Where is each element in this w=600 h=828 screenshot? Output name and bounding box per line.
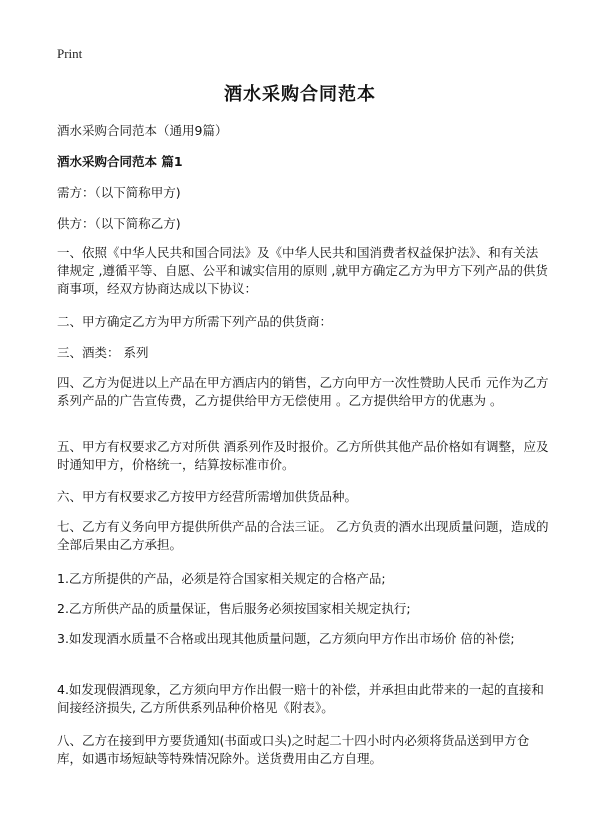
paragraph-clause-5: 五、甲方有权要求乙方对所供 酒系列作及时报价。乙方所供其他产品价格如有调整，应及时通知甲方，价格统一，结算按标准市价。: [57, 439, 549, 472]
paragraph-clause-3: 三、酒类： 系列: [57, 345, 149, 360]
document-subtitle: 酒水采购合同范本（通用9篇）: [57, 123, 228, 138]
paragraph-supplier: 供方：（以下简称乙方): [57, 216, 181, 231]
paragraph-clause-7: 七、乙方有义务向甲方提供所供产品的合法三证。 乙方负责的酒水出现质量问题，造成的全部后果由乙方承担。: [57, 519, 549, 552]
paragraph-item-3: 3.如发现酒水质量不合格或出现其他质量问题，乙方须向甲方作出市场价 倍的补偿;: [57, 631, 515, 646]
paragraph-clause-2: 二、甲方确定乙方为甲方所需下列产品的供货商：: [57, 314, 333, 329]
paragraph-item-1: 1.乙方所提供的产品，必须是符合国家相关规定的合格产品;: [57, 571, 386, 586]
paragraph-item-2: 2.乙方所供产品的质量保证，售后服务必须按国家相关规定执行;: [57, 601, 411, 616]
section-heading: 酒水采购合同范本 篇1: [57, 154, 183, 169]
print-link[interactable]: Print: [57, 46, 83, 61]
paragraph-item-4: 4.如发现假酒现象，乙方须向甲方作出假一赔十的补偿，并承担由此带来的一起的直接和间接经济损失, 乙方所供系列品种价格见《附表》。: [57, 682, 544, 715]
paragraph-clause-6: 六、甲方有权要求乙方按甲方经营所需增加供货品种。: [57, 489, 358, 504]
paragraph-clause-4: 四、乙方为促进以上产品在甲方酒店内的销售，乙方向甲方一次性赞助人民币 元作为乙方系列产品的广告宣传费，乙方提供给甲方无偿使用 。乙方提供给甲方的优惠为 。: [57, 375, 549, 408]
paragraph-clause-1: 一、依照《中华人民共和国合同法》及《中华人民共和国消费者权益保护法》、和有关法律规定 ,遵循平等、自愿、公平和诚实信用的原则 ,就甲方确定乙方为甲方下列产品的供货商事项，经双方协商达成以下协议：: [57, 245, 548, 296]
document-title: 酒水采购合同范本: [224, 84, 376, 105]
paragraph-buyer: 需方：（以下简称甲方): [57, 185, 181, 200]
paragraph-clause-8: 八、乙方在接到甲方要货通知(书面或口头)之时起二十四小时内必须将货品送到甲方仓库，如遇市场短缺等特殊情况除外。送货费用由乙方自理。: [57, 733, 530, 766]
